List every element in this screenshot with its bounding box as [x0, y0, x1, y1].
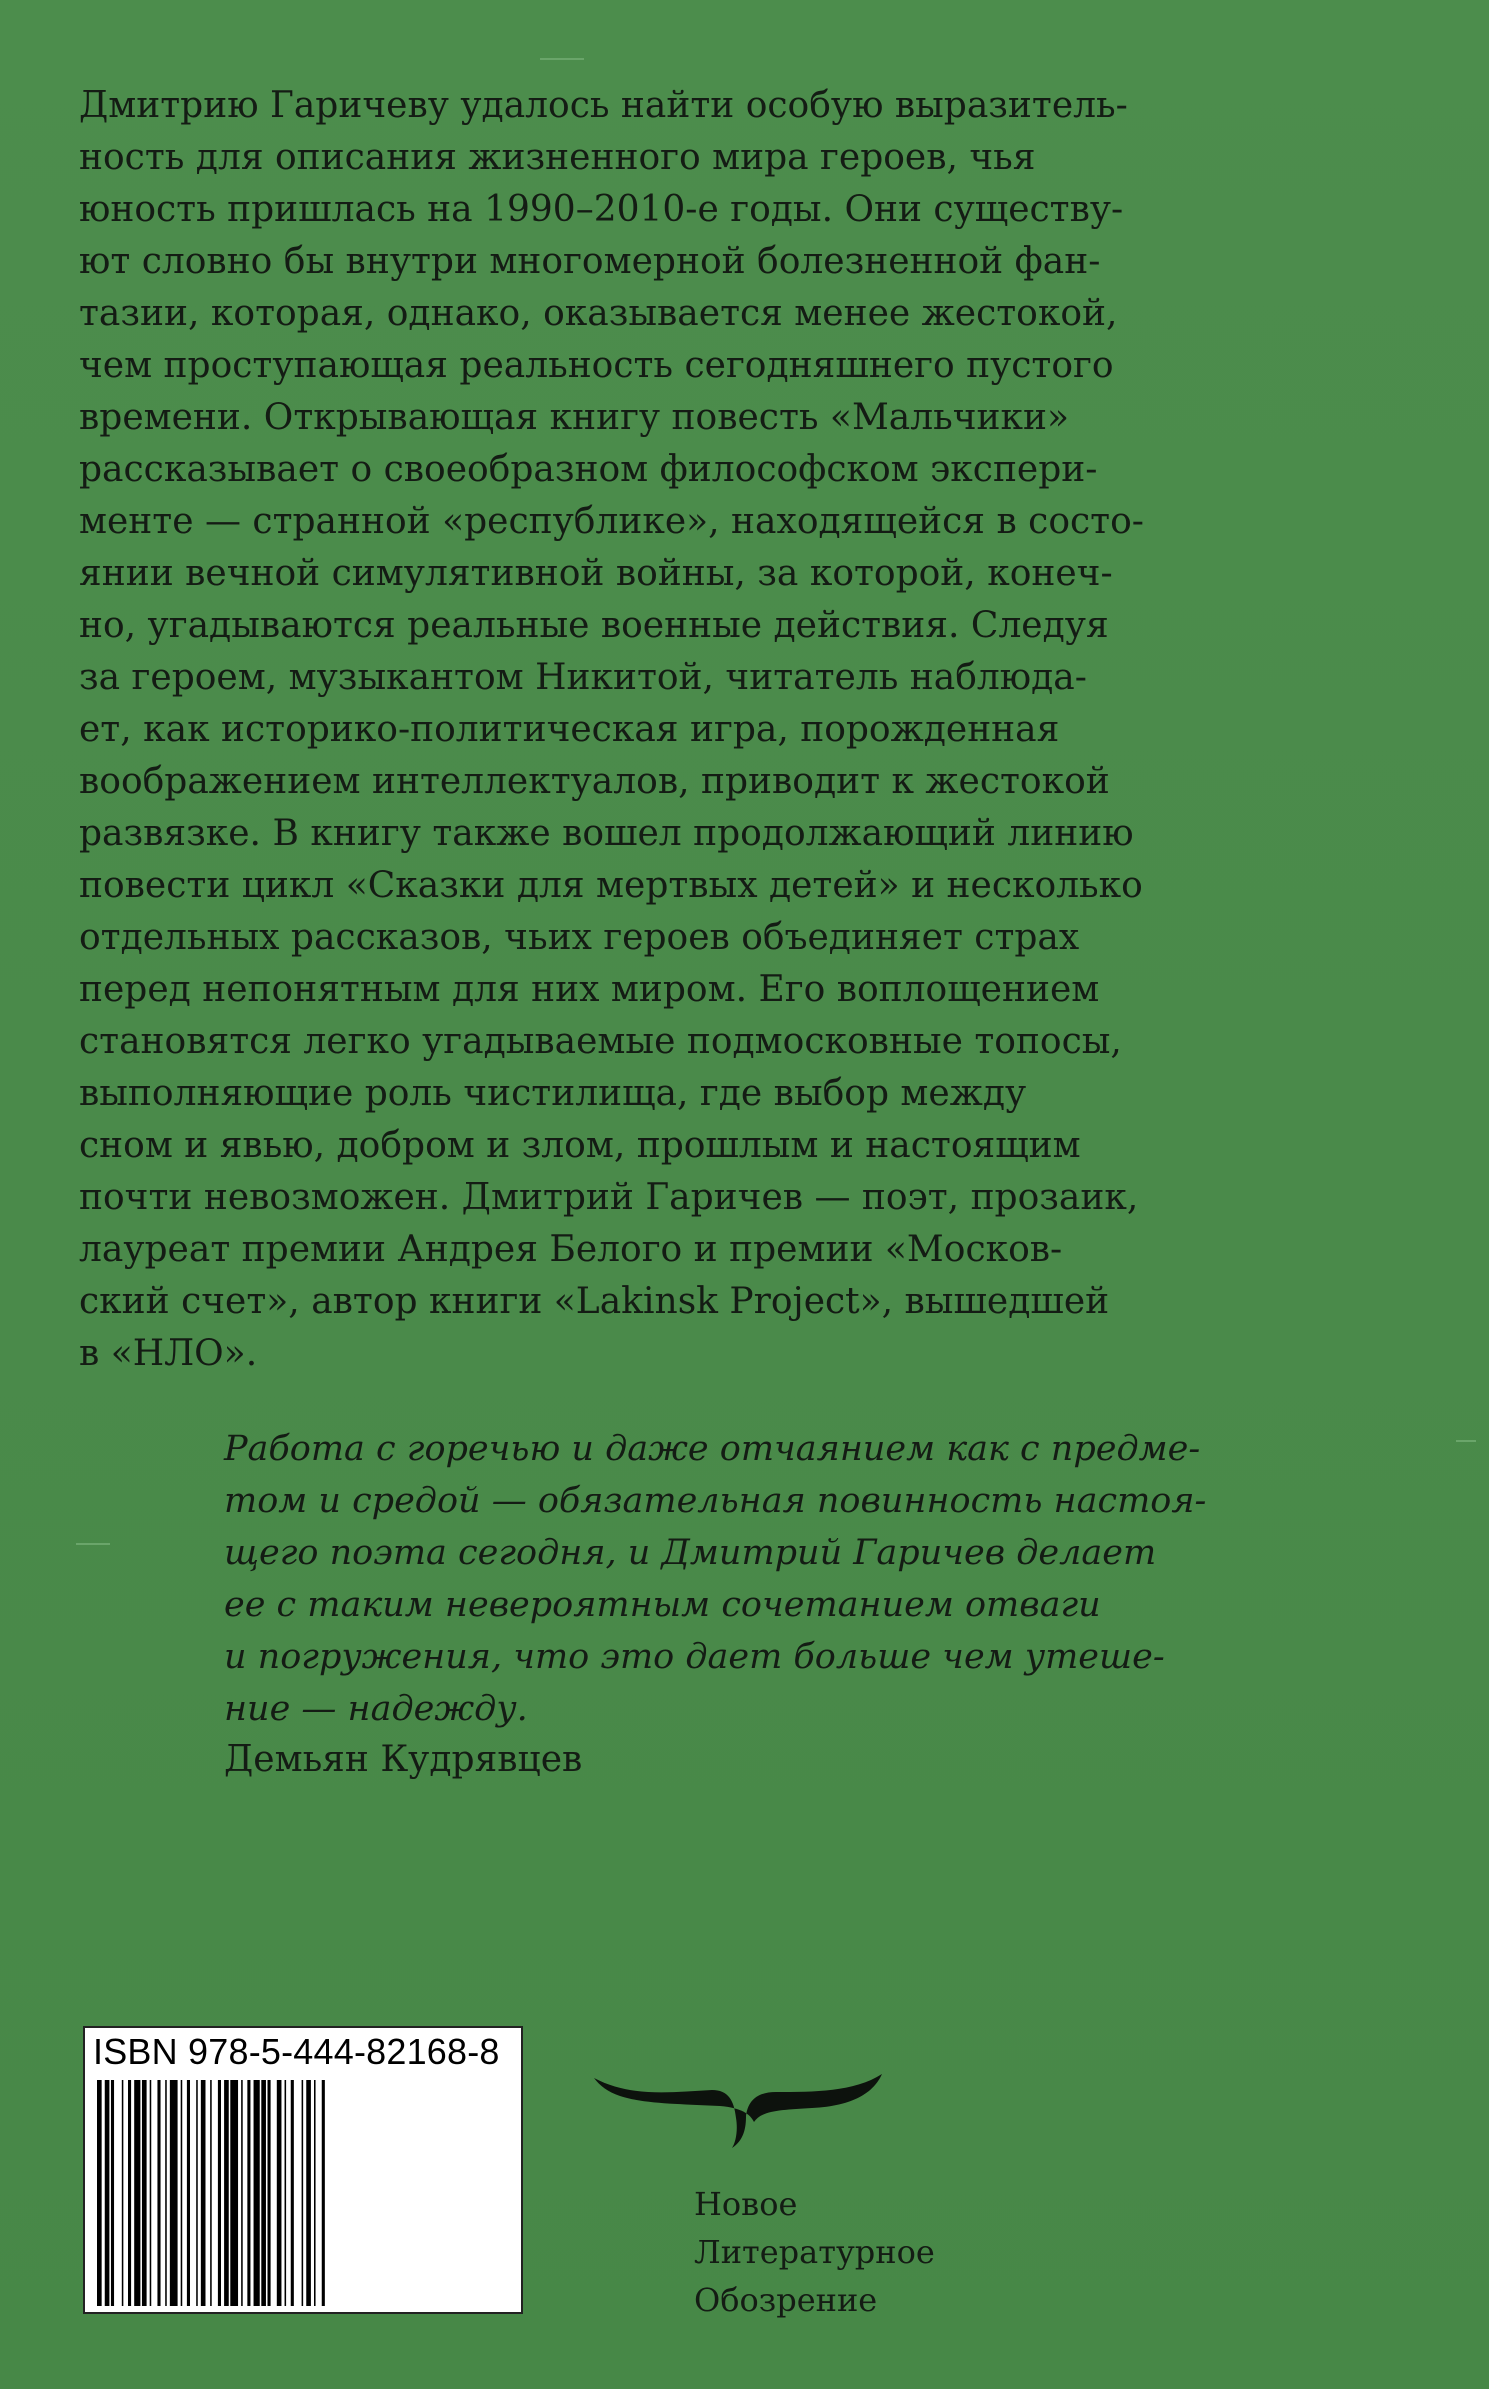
annotation-line: сном и явью, добром и злом, прошлым и настоящим: [79, 1125, 1081, 1166]
annotation-line: менте — странной «республике», находящейся в состо-: [79, 501, 1144, 542]
annotation-line: лауреат премии Андрея Белого и премии «Москов-: [79, 1229, 1063, 1270]
barcode-bar: [201, 2080, 206, 2306]
annotation-line: ет, как историко-политическая игра, порожденная: [79, 709, 1060, 750]
barcode-bar: [181, 2080, 183, 2306]
annotation-line: за героем, музыкантом Никитой, читатель наблюда-: [79, 657, 1087, 698]
annotation-line: развязке. В книгу также вошел продолжающий линию: [79, 813, 1134, 854]
barcode-bar: [134, 2080, 140, 2306]
quote-line: том и средой — обязательная повинность настоя-: [224, 1481, 1207, 1521]
annotation-line: тазии, которая, однако, оказывается менее жестокой,: [79, 293, 1118, 334]
quote-line: и погружения, что это дает больше чем утеше-: [224, 1637, 1165, 1677]
annotation-line: Дмитрию Гаричеву удалось найти особую выразитель-: [79, 85, 1128, 126]
annotation-line: ский счет», автор книги «Lakinsk Project», вышедшей: [79, 1281, 1110, 1322]
annotation-line: становятся легко угадываемые подмосковные топосы,: [79, 1021, 1122, 1062]
quote-line: ние — надежду.: [224, 1689, 528, 1729]
barcode-bar: [285, 2080, 287, 2306]
decorative-tick: [76, 1543, 110, 1545]
barcode-bar: [128, 2080, 131, 2306]
isbn-label: ISBN 978-5-444-82168-8: [93, 2031, 500, 2072]
barcode-bar: [187, 2080, 190, 2306]
annotation-line: времени. Открывающая книгу повесть «Мальчики»: [79, 397, 1070, 438]
annotation-line: выполняющие роль чистилища, где выбор между: [79, 1073, 1027, 1114]
decorative-tick: [540, 58, 584, 60]
publisher-line: Литературное: [694, 2233, 935, 2271]
barcode-bar: [218, 2080, 221, 2306]
annotation-line: ют словно бы внутри многомерной болезненной фан-: [79, 241, 1101, 282]
barcode-bar: [261, 2080, 266, 2306]
annotation-line: ность для описания жизненного мира героев, чья: [79, 137, 1036, 178]
barcode-bar: [254, 2080, 260, 2306]
barcode-bar: [165, 2080, 167, 2306]
brace-icon: [592, 2070, 884, 2150]
barcode-bar: [122, 2080, 124, 2306]
publisher-name: [694, 2180, 935, 2324]
annotation-line: янии вечной симулятивной войны, за которой, конеч-: [79, 553, 1113, 594]
quote-line: щего поэта сегодня, и Дмитрий Гаричев делает: [224, 1533, 1157, 1573]
barcode-bar: [291, 2080, 294, 2306]
barcode-bar: [111, 2080, 114, 2306]
publisher-line: Новое: [694, 2185, 798, 2223]
annotation-line: юность пришлась на 1990–2010-е годы. Они существу-: [79, 189, 1124, 230]
barcode-bar: [277, 2080, 282, 2306]
barcode-bar: [150, 2080, 152, 2306]
quote-author: Демьян Кудрявцев: [224, 1739, 583, 1780]
barcode-bar: [230, 2080, 238, 2306]
barcode-bar: [157, 2080, 160, 2306]
barcode-bar: [97, 2080, 102, 2306]
annotation-line: в «НЛО».: [79, 1333, 258, 1374]
isbn-barcode-block: [83, 2026, 523, 2314]
barcode-bar: [142, 2080, 147, 2306]
barcode-bar: [268, 2080, 271, 2306]
annotation-line: чем проступающая реальность сегодняшнего пустого: [79, 345, 1114, 386]
annotation-line: повести цикл «Сказки для мертвых детей» и несколько: [79, 865, 1143, 906]
barcode-bar: [210, 2080, 212, 2306]
barcode-icon: [97, 2080, 509, 2306]
publisher-line: Обозрение: [694, 2281, 878, 2319]
barcode-bar: [224, 2080, 229, 2306]
barcode-bar: [247, 2080, 250, 2306]
barcode-bar: [105, 2080, 110, 2306]
barcode-bar: [306, 2080, 311, 2306]
barcode-bar: [322, 2080, 325, 2306]
annotation-line: рассказывает о своеобразном философском экспери-: [79, 449, 1098, 490]
barcode-bar: [302, 2080, 304, 2306]
annotation-line: но, угадываются реальные военные действия. Следуя: [79, 605, 1109, 646]
decorative-tick: [1456, 1440, 1476, 1442]
barcode-bar: [170, 2080, 178, 2306]
quote-line: Работа с горечью и даже отчаянием как с предме-: [224, 1429, 1201, 1469]
quote-line: ее с таким невероятным сочетанием отваги: [224, 1585, 1101, 1625]
barcode-bar: [196, 2080, 198, 2306]
annotation-line: отдельных рассказов, чьих героев объединяет страх: [79, 917, 1080, 958]
annotation-line: воображением интеллектуалов, приводит к жестокой: [79, 761, 1110, 802]
annotation-line: почти невозможен. Дмитрий Гаричев — поэт, прозаик,: [79, 1177, 1139, 1218]
barcode-bar: [314, 2080, 316, 2306]
barcode-bar: [241, 2080, 243, 2306]
annotation-line: перед непонятным для них миром. Его воплощением: [79, 969, 1100, 1010]
